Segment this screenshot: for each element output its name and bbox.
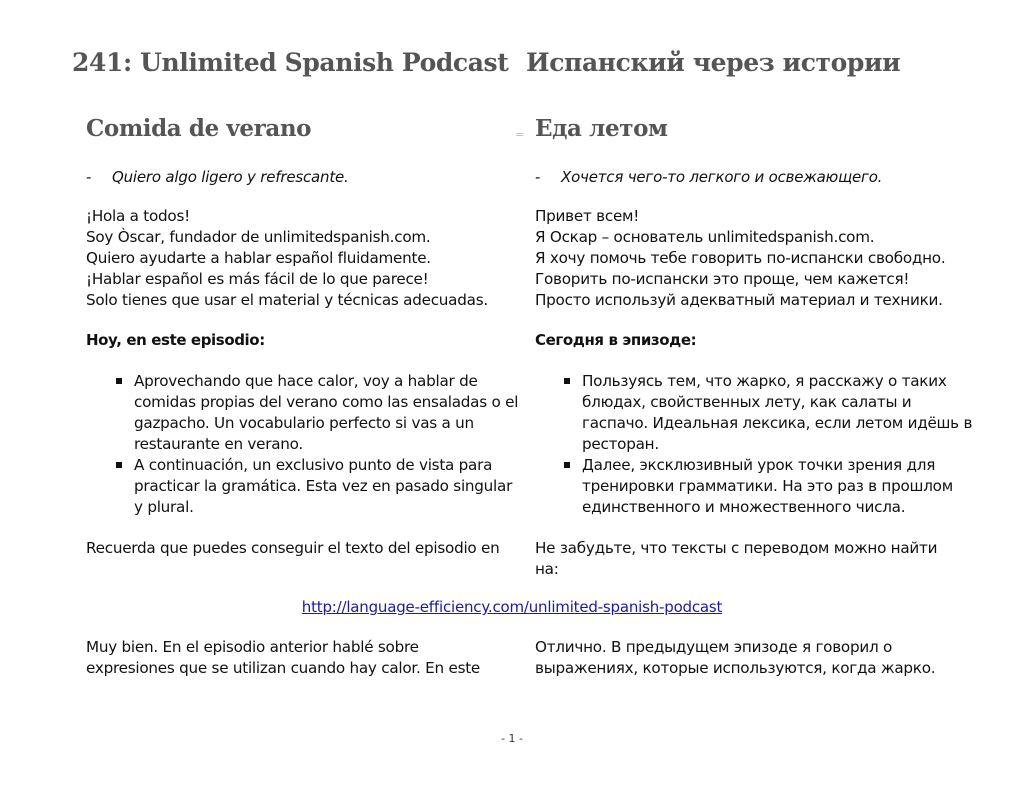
intro-line: Я хочу помочь тебе говорить по-испански свободно. — [535, 249, 946, 267]
intro-line: Привет всем! — [535, 207, 640, 225]
quote-text: Quiero algo ligero y refrescante. — [112, 168, 349, 186]
episode-title-russian: Еда летом — [535, 115, 668, 142]
paragraph-line: Muy bien. En el episodio anterior hablé sobre — [86, 638, 419, 656]
column-separator-mark: = — [515, 128, 525, 141]
list-item — [558, 455, 978, 518]
reminder-spanish: Recuerda que puedes conseguir el texto del episodio en — [86, 539, 500, 557]
intro-line: Quiero ayudarte a hablar español fluidamente. — [86, 249, 431, 267]
bullet-text: Пользуясь тем, что жарко, я расскажу о таких блюдах, свойственных лету, как салаты и гаспачо. Идеальная лексика, если летом идёшь в ресторан. — [582, 372, 973, 453]
intro-line: ¡Hola a todos! — [86, 207, 190, 225]
intro-line: Я Оскар – основатель unlimitedspanish.com. — [535, 228, 875, 246]
quote-russian — [535, 168, 882, 186]
quote-dash: - — [535, 168, 541, 186]
page-number: - 1 - — [501, 732, 523, 745]
intro-line: Soy Òscar, fundador de unlimitedspanish.com. — [86, 228, 431, 246]
intro-russian — [535, 206, 945, 311]
reminder-russian: Не забудьте, что тексты с переводом можно найти на: — [535, 539, 938, 578]
bullet-square-icon — [116, 462, 122, 468]
intro-line: Просто используй адекватный материал и техники. — [535, 291, 943, 309]
paragraph-russian — [535, 637, 935, 679]
podcast-link[interactable]: http://language-efficiency.com/unlimited-spanish-podcast — [301, 598, 723, 616]
bullet-list-spanish — [110, 371, 525, 518]
paragraph-line: Отлично. В предыдущем эпизоде я говорил о — [535, 638, 893, 656]
list-item — [110, 371, 525, 455]
quote-spanish — [86, 168, 349, 186]
paragraph-spanish — [86, 637, 480, 679]
bullet-square-icon — [564, 462, 570, 468]
intro-line: ¡Hablar español es más fácil de lo que parece! — [86, 270, 429, 288]
bullet-text: A continuación, un exclusivo punto de vista para practicar la gramática. Esta vez en pasado singular y plural. — [134, 456, 513, 516]
bullet-text: Aprovechando que hace calor, voy a hablar de comidas propias del verano como las ensaladas o el gazpacho. Un vocabulario perfecto si vas a un restaurante en verano. — [134, 372, 519, 453]
podcast-title-russian: Испанский через истории — [526, 48, 901, 77]
bullet-list-russian — [558, 371, 978, 518]
quote-dash: - — [86, 168, 92, 186]
quote-text: Хочется чего-то легкого и освежающего. — [561, 168, 883, 186]
section-heading-spanish: Hoy, en este episodio: — [86, 331, 265, 349]
intro-line: Solo tienes que usar el material y técnicas adecuadas. — [86, 291, 488, 309]
episode-title-spanish: Comida de verano — [86, 115, 312, 142]
paragraph-line: expresiones que se utilizan cuando hay calor. En este — [86, 659, 481, 677]
bullet-square-icon — [564, 378, 570, 384]
intro-spanish — [86, 206, 488, 311]
bullet-square-icon — [116, 378, 122, 384]
podcast-title: 241: Unlimited Spanish Podcast — [72, 48, 509, 77]
intro-line: Говорить по-испански это проще, чем кажется! — [535, 270, 910, 288]
paragraph-line: выражениях, которые используются, когда жарко. — [535, 659, 936, 677]
section-heading-russian: Сегодня в эпизоде: — [535, 331, 697, 349]
list-item — [558, 371, 978, 455]
list-item — [110, 455, 525, 518]
bullet-text: Далее, эксклюзивный урок точки зрения для тренировки грамматики. На это раз в прошлом единственного и множественного числа. — [582, 456, 953, 516]
